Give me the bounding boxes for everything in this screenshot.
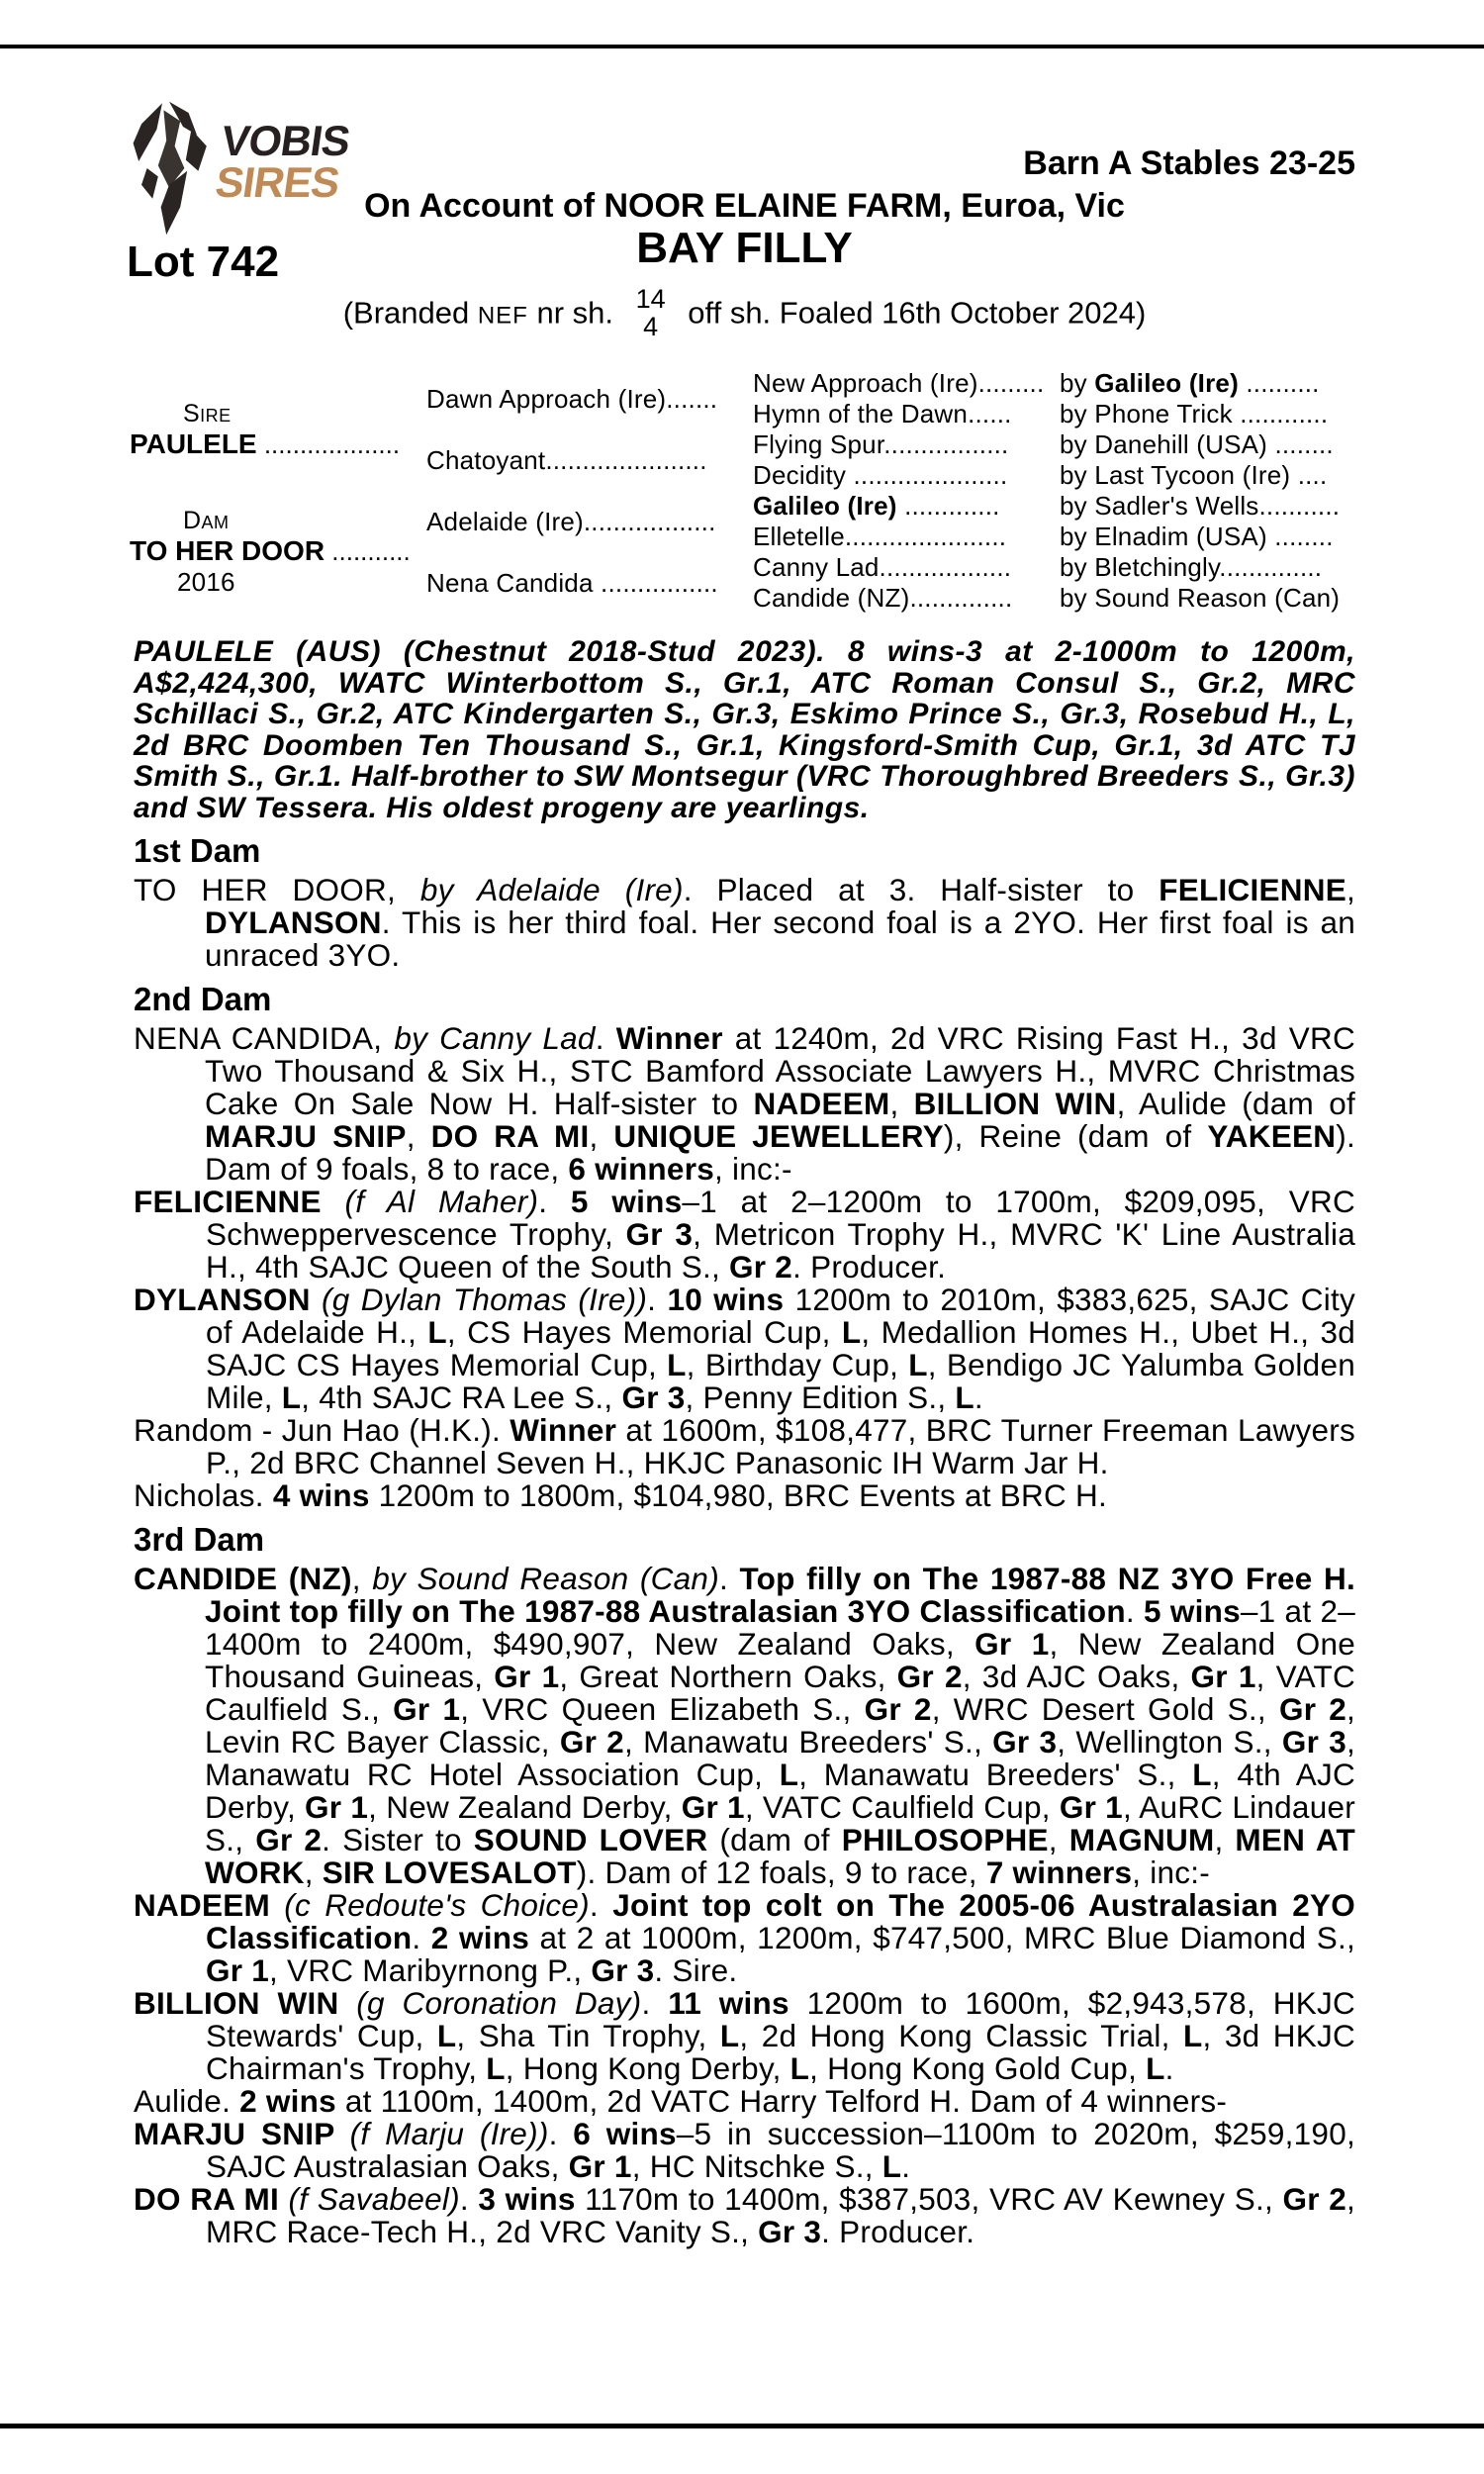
text-segment: (g Coronation Day) bbox=[356, 1985, 642, 2021]
text-segment: Canny Lad.................. bbox=[753, 552, 1012, 582]
text-segment: L bbox=[841, 1314, 862, 1350]
text-segment: Gr 1 bbox=[681, 1789, 745, 1825]
text-segment: Gr 1 bbox=[974, 1626, 1050, 1662]
text-segment: L bbox=[955, 1380, 974, 1415]
text-segment: , 4th SAJC RA Lee S., bbox=[301, 1380, 622, 1415]
text-segment: , VATC Caulfield Cup, bbox=[744, 1789, 1060, 1825]
text-segment: MEN AT WORK bbox=[205, 1822, 1356, 1890]
text-segment: L bbox=[427, 1314, 447, 1350]
text-segment: 1170m to 1400m, $387,503, VRC AV Kewney S., bbox=[575, 2181, 1283, 2217]
text-segment: L bbox=[486, 2050, 506, 2086]
text-segment: 2 wins bbox=[239, 2083, 336, 2119]
text-segment: 2 wins bbox=[430, 1920, 530, 1955]
text-segment: . bbox=[974, 1380, 983, 1415]
text-segment: , Wellington S., bbox=[1057, 1724, 1282, 1760]
text-segment: L bbox=[789, 2050, 810, 2086]
text-segment: Gr 3 bbox=[621, 1380, 686, 1415]
text-segment: 1200m to 1800m, $104,980, BRC Events at BRC H. bbox=[369, 1477, 1107, 1513]
text-segment: Gr 2 bbox=[559, 1724, 624, 1760]
text-segment: , Manawatu RC Hotel Association Cup, bbox=[205, 1724, 1356, 1792]
logo-sires-text: SIRES bbox=[212, 159, 342, 207]
text-segment: by Phone Trick ............ bbox=[1060, 399, 1329, 428]
text-segment: Gr 3 bbox=[758, 2214, 822, 2249]
text-segment: Gr 3 bbox=[1281, 1724, 1347, 1760]
text-segment: L bbox=[881, 2148, 902, 2184]
text-segment: by Danehill (USA) ........ bbox=[1060, 429, 1334, 459]
text-segment: . bbox=[412, 1920, 431, 1955]
progeny-paragraph bbox=[134, 2183, 1355, 2248]
text-segment: Winner bbox=[510, 1412, 617, 1448]
brand-number-top: 14 bbox=[635, 284, 666, 314]
text-segment: , bbox=[406, 1118, 431, 1154]
text-segment: NADEEM bbox=[134, 1887, 285, 1923]
text-segment: L bbox=[719, 2018, 740, 2053]
text-segment: by Elnadim (USA) ........ bbox=[1060, 522, 1334, 551]
vendor-account-line: On Account of NOOR ELAINE FARM, Euroa, Vic bbox=[364, 187, 1125, 225]
progeny-paragraph bbox=[134, 1479, 1355, 1512]
progeny-paragraph bbox=[134, 2085, 1355, 2118]
text-segment: , Aulide (dam of bbox=[1116, 1086, 1355, 1121]
horse-title: BAY FILLY bbox=[636, 224, 853, 272]
text-segment: Gr 1 bbox=[494, 1659, 560, 1694]
text-segment: at 2 at 1000m, 1200m, $747,500, MRC Blue Diamond S., bbox=[529, 1920, 1356, 1955]
pedigree-grandparent-name bbox=[753, 460, 1060, 491]
text-segment: , Hong Kong Gold Cup, bbox=[809, 2050, 1147, 2086]
pedigree-grandparent-name bbox=[753, 491, 1060, 522]
text-segment: UNIQUE JEWELLERY bbox=[613, 1118, 944, 1154]
text-segment: 5 wins bbox=[1143, 1593, 1241, 1629]
text-segment: 6 winners bbox=[568, 1151, 714, 1187]
dam-label: Dam bbox=[183, 507, 230, 534]
barn-location: Barn A Stables 23-25 bbox=[1023, 144, 1355, 182]
text-segment: , bbox=[1048, 1822, 1069, 1857]
text-segment: , Hong Kong Derby, bbox=[505, 2050, 790, 2086]
text-segment: (dam of bbox=[707, 1822, 842, 1857]
text-segment: L bbox=[436, 2018, 457, 2053]
text-segment: 11 wins bbox=[668, 1985, 789, 2021]
text-segment: 4 wins bbox=[272, 1477, 370, 1513]
text-segment: 5 wins bbox=[570, 1184, 683, 1219]
text-segment: New Approach (Ire)......... bbox=[753, 368, 1045, 398]
text-segment: –1 at 2–1400m to 2400m, $490,907, New Zealand Oaks, bbox=[205, 1593, 1355, 1662]
text-segment: TO HER DOOR, bbox=[134, 872, 420, 907]
pedigree-great-grandsire bbox=[1060, 429, 1356, 460]
text-segment: Random - Jun Hao (H.K.). bbox=[134, 1412, 510, 1448]
brand-number-bottom: 4 bbox=[643, 312, 659, 342]
text-segment: PHILOSOPHE bbox=[841, 1822, 1049, 1857]
text-segment: . bbox=[718, 1561, 740, 1596]
text-segment: . bbox=[641, 1985, 669, 2021]
text-segment: Gr 1 bbox=[206, 1952, 270, 1988]
text-segment: , bbox=[889, 1086, 914, 1121]
text-segment: L bbox=[1146, 2050, 1165, 2086]
text-segment: , VRC Queen Elizabeth S., bbox=[460, 1691, 865, 1727]
pedigree-dam-sire: Adelaide (Ire).................. bbox=[426, 506, 716, 536]
text-segment: Hymn of the Dawn...... bbox=[753, 399, 1012, 428]
pedigree-great-grandsire bbox=[1060, 491, 1356, 522]
progeny-paragraph bbox=[134, 1414, 1355, 1479]
text-segment: . Producer. bbox=[792, 1249, 947, 1285]
text-segment: (f Al Maher) bbox=[344, 1184, 539, 1219]
text-segment: BILLION WIN bbox=[134, 1985, 357, 2021]
text-segment: NADEEM bbox=[753, 1086, 890, 1121]
text-segment: , HC Nitschke S., bbox=[631, 2148, 882, 2184]
text-segment: Gr 1 bbox=[393, 1691, 461, 1727]
text-segment: Gr 2 bbox=[255, 1822, 323, 1857]
text-segment: , Levin RC Bayer Classic, bbox=[205, 1691, 1356, 1760]
text-segment: , CS Hayes Memorial Cup, bbox=[446, 1314, 842, 1350]
text-segment: , VRC Maribyrnong P., bbox=[269, 1952, 592, 1988]
text-segment: by bbox=[1060, 368, 1095, 398]
text-segment: by Last Tycoon (Ire) .... bbox=[1060, 460, 1328, 490]
text-segment: Candide (NZ).............. bbox=[753, 583, 1013, 613]
text-segment: PAULELE (AUS) (Chestnut 2018-Stud 2023). 8 wins-3 at 2-1000m to 1200m, A$2,424,300, WATC Winterbottom S., Gr.1, ATC Roman Consul S., Gr.2, MRC Schillaci S., Gr.2, ATC Kindergarten S., Gr.3, Eskimo Prince S., Gr.3, Rosebud H., L, 2d BRC Doomben Ten Thousand S., Gr.1, Kingsford-Smith Cup, Gr.1, 3d ATC TJ Smith S., Gr.1. Half-brother to SW Montsegur (VRC Thoroughbred Breeders S., Gr.3) and SW Tessera. His oldest progeny are yearlings. bbox=[134, 635, 1355, 824]
text-segment: ), Reine (dam of bbox=[943, 1118, 1208, 1154]
text-segment: at 1600m, $108,477, BRC Turner Freeman Lawyers P., 2d BRC Channel Seven H., HKJC Panasonic IH Warm Jar H. bbox=[206, 1412, 1355, 1480]
pedigree-grandparent-name bbox=[753, 399, 1060, 429]
text-segment: , bbox=[304, 1855, 323, 1890]
text-segment: , Sha Tin Trophy, bbox=[456, 2018, 720, 2053]
text-segment: Winner bbox=[615, 1020, 723, 1056]
text-segment: at 1100m, 1400m, 2d VATC Harry Telford H. Dam of 4 winners- bbox=[335, 2083, 1228, 2119]
text-segment: Aulide. bbox=[134, 2083, 240, 2119]
dam-paragraph bbox=[134, 874, 1355, 972]
text-segment: L bbox=[1192, 1757, 1212, 1792]
text-segment: MARJU SNIP bbox=[134, 2116, 350, 2151]
text-segment: Gr 1 bbox=[1059, 1789, 1123, 1825]
brand-code: NEF bbox=[477, 302, 528, 330]
text-segment: CANDIDE (NZ) bbox=[134, 1561, 352, 1596]
text-segment: ). Dam of 9 foals, 8 to race, bbox=[205, 1118, 1355, 1187]
text-segment: , 4th AJC Derby, bbox=[205, 1757, 1355, 1825]
text-segment: . bbox=[589, 1887, 613, 1923]
text-segment: by Canny Lad bbox=[394, 1020, 596, 1056]
text-segment: NENA CANDIDA, bbox=[134, 1020, 395, 1056]
text-segment: L bbox=[1182, 2018, 1203, 2053]
progeny-paragraph bbox=[134, 1284, 1355, 1414]
text-segment: , bbox=[1214, 1822, 1236, 1857]
text-segment: , inc:- bbox=[1132, 1855, 1211, 1890]
text-segment: Gr 3 bbox=[992, 1724, 1058, 1760]
text-segment: Gr 1 bbox=[1190, 1659, 1256, 1694]
text-segment: . Producer. bbox=[821, 2214, 975, 2249]
text-segment: 7 winners bbox=[985, 1855, 1133, 1890]
text-segment: . Sire. bbox=[654, 1952, 738, 1988]
pedigree-grandparent-name bbox=[753, 429, 1060, 460]
text-segment: SIR LOVESALOT bbox=[322, 1855, 577, 1890]
pedigree-sire-dam: Chatoyant...................... bbox=[426, 444, 707, 475]
text-segment: Elletelle...................... bbox=[753, 522, 1007, 551]
leader-dots: ................... bbox=[256, 428, 401, 459]
brand-number-stack bbox=[636, 285, 666, 341]
text-segment: L bbox=[667, 1347, 687, 1382]
dam-section-heading: 3rd Dam bbox=[134, 1521, 265, 1558]
text-segment: , New Zealand Derby, bbox=[368, 1789, 682, 1825]
pedigree-body bbox=[134, 636, 1355, 2248]
text-segment: Gr 3 bbox=[591, 1952, 655, 1988]
pedigree-great-grandsire bbox=[1060, 552, 1356, 583]
text-segment: DYLANSON bbox=[134, 1282, 323, 1317]
text-segment: DO RA MI bbox=[134, 2181, 289, 2217]
text-segment: Galileo (Ire) bbox=[753, 491, 897, 521]
text-segment: , bbox=[351, 1561, 373, 1596]
pedigree-grandparent-name bbox=[753, 368, 1060, 399]
text-segment: Gr 2 bbox=[1278, 1691, 1347, 1727]
text-segment: MARJU SNIP bbox=[205, 1118, 407, 1154]
top-rule bbox=[0, 45, 1484, 48]
text-segment: by Adelaide (Ire) bbox=[419, 872, 684, 907]
text-segment: 6 wins bbox=[573, 2116, 677, 2151]
text-segment: by Bletchingly.............. bbox=[1060, 552, 1323, 582]
bottom-rule bbox=[0, 2424, 1484, 2428]
text-segment: ............. bbox=[896, 491, 1000, 521]
branded-mid: nr sh. bbox=[536, 295, 613, 331]
pedigree-grandparent-name bbox=[753, 583, 1060, 614]
text-segment: DYLANSON bbox=[205, 904, 382, 940]
text-segment: . This is her third foal. Her second foal is a 2YO. Her first foal is an unraced 3YO. bbox=[205, 904, 1355, 973]
text-segment: , Manawatu Breeders' S., bbox=[623, 1724, 993, 1760]
text-segment: FELICIENNE bbox=[134, 1184, 345, 1219]
text-segment: , 2d Hong Kong Classic Trial, bbox=[739, 2018, 1183, 2053]
text-segment: . bbox=[647, 1282, 668, 1317]
text-segment: , bbox=[1345, 872, 1355, 907]
text-segment: by Sound Reason (Can) bbox=[372, 1561, 719, 1596]
dam-section-heading: 1st Dam bbox=[134, 832, 261, 869]
text-segment: 3 wins bbox=[478, 2181, 576, 2217]
text-segment: , inc:- bbox=[713, 1151, 792, 1187]
text-segment: , Bendigo JC Yalumba Golden Mile, bbox=[206, 1347, 1355, 1415]
text-segment: . bbox=[1164, 2050, 1174, 2086]
text-segment: . Sister to bbox=[322, 1822, 474, 1857]
text-segment: (f Savabeel) bbox=[288, 2181, 460, 2217]
text-segment: Gr 1 bbox=[305, 1789, 369, 1825]
text-segment: MAGNUM bbox=[1068, 1822, 1215, 1857]
text-segment: , 3d AJC Oaks, bbox=[962, 1659, 1191, 1694]
text-segment: BILLION WIN bbox=[913, 1086, 1117, 1121]
text-segment: L bbox=[908, 1347, 928, 1382]
text-segment: by Sound Reason (Can) bbox=[1060, 583, 1341, 613]
text-segment: –5 in succession–1100m to 2020m, $259,190, SAJC Australasian Oaks, bbox=[206, 2116, 1355, 2184]
text-segment: . bbox=[595, 1020, 616, 1056]
pedigree-great-grandsire bbox=[1060, 460, 1356, 491]
text-segment: , 3d HKJC Chairman's Trophy, bbox=[206, 2018, 1355, 2086]
pedigree-great-grandsire bbox=[1060, 522, 1356, 552]
progeny-paragraph bbox=[134, 1889, 1355, 1987]
pedigree-sire-block bbox=[130, 400, 426, 460]
text-segment: (f Marju (Ire)) bbox=[349, 2116, 549, 2151]
text-segment: , Manawatu Breeders' S., bbox=[798, 1757, 1193, 1792]
text-segment: , WRC Desert Gold S., bbox=[931, 1691, 1279, 1727]
branded-prefix: (Branded bbox=[342, 295, 470, 331]
text-segment: , MRC Race-Tech H., 2d VRC Vanity S., bbox=[206, 2181, 1356, 2249]
text-segment: , AuRC Lindauer S., bbox=[205, 1789, 1355, 1857]
pedigree-dam-dam: Nena Candida ................ bbox=[426, 567, 718, 598]
progeny-paragraph bbox=[134, 1186, 1355, 1284]
text-segment: L bbox=[779, 1757, 799, 1792]
text-segment: Top filly on The 1987-88 NZ 3YO Free H. Joint top filly on The 1987-88 Australasian 3YO Classification bbox=[205, 1561, 1356, 1629]
text-segment: Gr 2 bbox=[729, 1249, 793, 1285]
text-segment: 1200m to 2010m, $383,625, SAJC City of Adelaide H., bbox=[206, 1282, 1355, 1350]
pedigree-dam-block bbox=[130, 507, 426, 598]
text-segment: . Placed at 3. Half-sister to bbox=[683, 872, 1159, 907]
text-segment: 10 wins bbox=[667, 1282, 785, 1317]
text-segment: Joint top colt on The 2005-06 Australasian 2YO Classification bbox=[206, 1887, 1355, 1955]
text-segment: , Metricon Trophy H., MVRC 'K' Line Australia H., 4th SAJC Queen of the South S., bbox=[206, 1216, 1355, 1285]
text-segment: , Medallion Homes H., Ubet H., 3d SAJC CS Hayes Memorial Cup, bbox=[206, 1314, 1355, 1382]
text-segment: , bbox=[589, 1118, 614, 1154]
pedigree-sire-sire: Dawn Approach (Ire)....... bbox=[426, 383, 718, 414]
pedigree-great-grandsire bbox=[1060, 368, 1356, 399]
text-segment: YAKEEN bbox=[1207, 1118, 1337, 1154]
text-segment: . bbox=[538, 1184, 571, 1219]
progeny-paragraph bbox=[134, 1987, 1355, 2085]
text-segment: L bbox=[281, 1380, 302, 1415]
text-segment: Galileo (Ire) bbox=[1094, 368, 1239, 398]
text-segment: , New Zealand One Thousand Guineas, bbox=[205, 1626, 1356, 1694]
text-segment: at 1240m, 2d VRC Rising Fast H., 3d VRC Two Thousand & Six H., STC Bamford Associate Lawyers H., MVRC Christmas Cake On Sale Now H. Half-sister to bbox=[205, 1020, 1355, 1121]
branded-suffix: off sh. Foaled 16th October 2024) bbox=[688, 295, 1147, 331]
text-segment: SOUND LOVER bbox=[473, 1822, 708, 1857]
text-segment: . bbox=[1125, 1593, 1144, 1629]
text-segment: Gr 2 bbox=[896, 1659, 963, 1694]
pedigree-table bbox=[130, 368, 1356, 614]
text-segment: . bbox=[459, 2181, 479, 2217]
sire-label: Sire bbox=[183, 399, 232, 428]
text-segment: , Great Northern Oaks, bbox=[559, 1659, 897, 1694]
text-segment: Flying Spur................. bbox=[753, 429, 1009, 459]
text-segment: FELICIENNE bbox=[1159, 872, 1346, 907]
pedigree-great-grandsire bbox=[1060, 399, 1356, 429]
text-segment: Nicholas. bbox=[134, 1477, 273, 1513]
text-segment: Gr 2 bbox=[1282, 2181, 1346, 2217]
branding-line bbox=[134, 284, 1355, 343]
text-segment: by Sadler's Wells........... bbox=[1060, 491, 1341, 521]
sire-race-record-paragraph bbox=[134, 636, 1355, 823]
text-segment: Decidity ..................... bbox=[753, 460, 1008, 490]
dam-paragraph bbox=[134, 1022, 1355, 1186]
text-segment: 1200m to 1600m, $2,943,578, HKJC Stewards' Cup, bbox=[206, 1985, 1355, 2053]
text-segment: Gr 2 bbox=[864, 1691, 932, 1727]
text-segment: Gr 3 bbox=[625, 1216, 694, 1252]
text-segment: DO RA MI bbox=[430, 1118, 590, 1154]
text-segment: Gr 1 bbox=[568, 2148, 632, 2184]
pedigree-grandparent-name bbox=[753, 522, 1060, 552]
dam-paragraph bbox=[134, 1563, 1355, 1889]
text-segment: . bbox=[548, 2116, 574, 2151]
text-segment: . bbox=[901, 2148, 911, 2184]
text-segment: ). Dam of 12 foals, 9 to race, bbox=[576, 1855, 986, 1890]
text-segment: (c Redoute's Choice) bbox=[284, 1887, 590, 1923]
text-segment: , Birthday Cup, bbox=[686, 1347, 909, 1382]
text-segment: (g Dylan Thomas (Ire)) bbox=[322, 1282, 648, 1317]
pedigree-great-grandsire bbox=[1060, 583, 1356, 614]
dam-year: 2016 bbox=[177, 567, 235, 597]
dam-name: TO HER DOOR ........... bbox=[130, 535, 411, 566]
sire-name: PAULELE ................... bbox=[130, 428, 401, 459]
text-segment: , VATC Caulfield S., bbox=[205, 1659, 1355, 1727]
progeny-paragraph bbox=[134, 2118, 1355, 2183]
leader-dots: ........... bbox=[325, 536, 411, 566]
text-segment: .......... bbox=[1238, 368, 1320, 398]
text-segment: –1 at 2–1200m to 1700m, $209,095, VRC Schweppervescence Trophy, bbox=[206, 1184, 1355, 1252]
pedigree-grandparent-name bbox=[753, 552, 1060, 583]
text-segment: , Penny Edition S., bbox=[685, 1380, 956, 1415]
lot-number: Lot 742 bbox=[127, 238, 280, 286]
dam-section-heading: 2nd Dam bbox=[134, 981, 272, 1017]
logo-vobis-text: VOBIS bbox=[218, 118, 353, 165]
